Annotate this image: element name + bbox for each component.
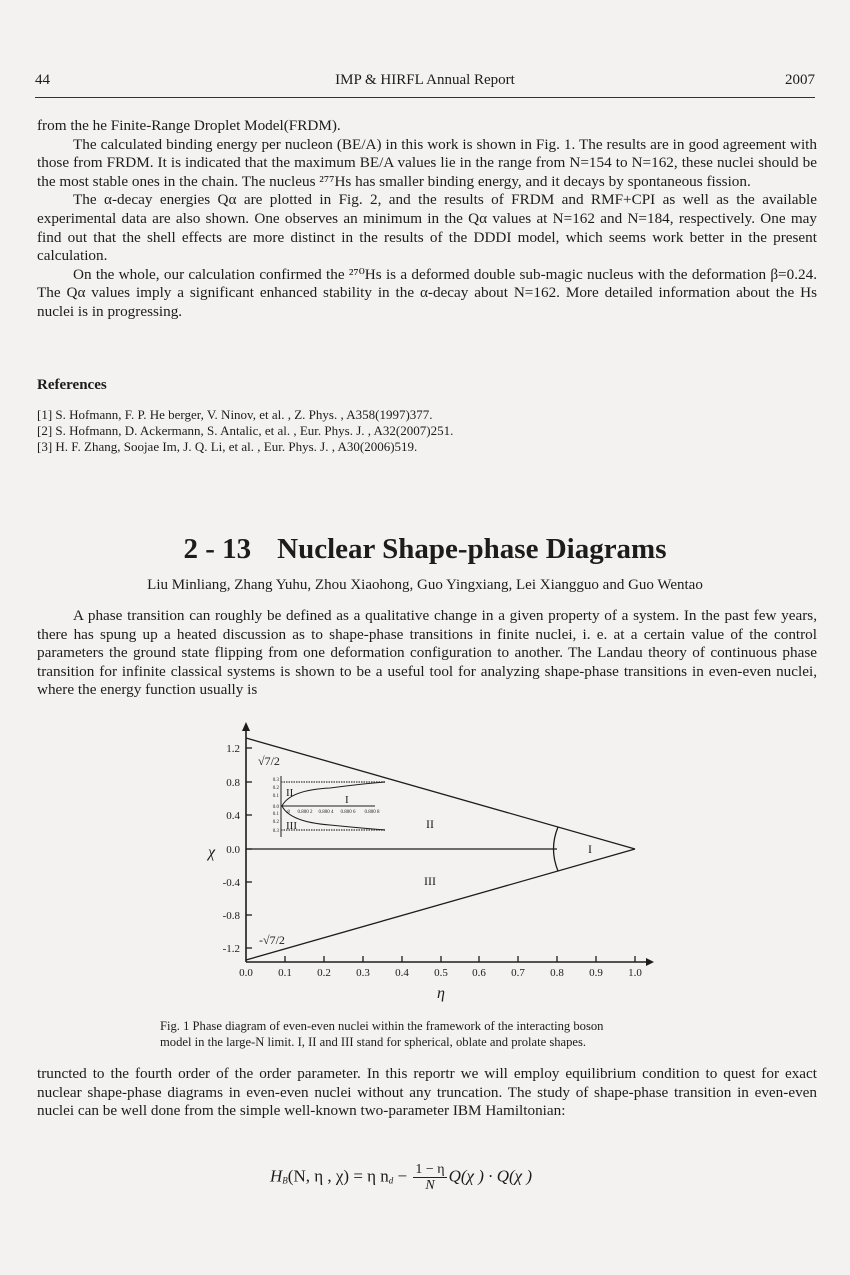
svg-text:0.3: 0.3 [272, 829, 279, 834]
after-figure-text [37, 1065, 817, 1121]
inset-label-I: I [345, 794, 349, 806]
figure-caption: Fig. 1 Phase diagram of even-even nuclei within the framework of the interacting boson model in the large-N limit. I, II and III stand for spherical, oblate and prolate shapes. [160, 1019, 604, 1049]
svg-text:0.4: 0.4 [226, 810, 240, 822]
svg-text:0.800 4: 0.800 4 [318, 810, 334, 815]
authors: Liu Minliang, Zhang Yuhu, Zhou Xiaohong, Guo Yingxiang, Lei Xiangguo and Guo Wentao [147, 577, 703, 593]
references-list [37, 407, 453, 455]
y-axis-arrow-icon [242, 722, 250, 731]
svg-text:0.2: 0.2 [272, 786, 279, 791]
journal-title: IMP & HIRFL Annual Report [335, 72, 515, 88]
svg-text:-0.8: -0.8 [222, 910, 240, 922]
svg-text:0.800 6: 0.800 6 [340, 810, 356, 815]
svg-text:0.5: 0.5 [434, 967, 448, 979]
svg-text:0.3: 0.3 [356, 967, 370, 979]
annotation-minus-sqrt7-over-2: -√7/2 [259, 933, 285, 947]
x-axis-label: η [437, 985, 445, 1002]
previous-section-text [37, 117, 817, 322]
report-year: 2007 [785, 72, 815, 88]
y-tick-labels [223, 743, 241, 955]
lower-boundary-line [246, 849, 635, 960]
references-heading: References [37, 377, 107, 393]
section-title-text: Nuclear Shape-phase Diagrams [277, 533, 667, 565]
svg-text:0.0: 0.0 [272, 805, 279, 810]
upper-boundary-line [246, 738, 635, 849]
reference-item: [2] S. Hofmann, D. Ackermann, S. Antalic, et al. , Eur. Phys. J. , A32(2007)251. [37, 423, 454, 438]
x-tick-labels [239, 967, 642, 979]
region-label-II: II [426, 817, 434, 831]
svg-text:0.0: 0.0 [226, 844, 240, 856]
inset-plot [273, 776, 385, 837]
reference-item: [1] S. Hofmann, F. P. He berger, V. Ninov, et al. , Z. Phys. , A358(1997)377. [37, 407, 433, 422]
region-label-III: III [424, 874, 436, 888]
section-title [0, 533, 850, 566]
svg-text:1.2: 1.2 [226, 743, 240, 755]
section-number: 2 - 13 [183, 533, 252, 565]
svg-text:0.9: 0.9 [589, 967, 603, 979]
svg-text:0.1: 0.1 [272, 812, 279, 817]
svg-text:0.2: 0.2 [272, 820, 279, 825]
paragraph: A phase transition can roughly be defined as a qualitative change in a given property of a system. In the past few years, there has spung up a heated discussion as to shape-phase transitions in finite nuclei, i. e. at a certain value of the control parameters the ground state flipping from one deformation configuration to another. The Landau theory of continuous phase transition for infinite classical systems is shown to be a useful tool for analyzing shape-phase transitions in even-even nuclei, where the energy function usually is [37, 607, 817, 699]
hamiltonian-formula: $H_B(N$, η , χ) = η $n_d$ − $\frac{1 - \eta}{N}$ Q(χ ) · Q(χ ) [270, 1162, 533, 1193]
x-axis-arrow-icon [646, 958, 654, 966]
svg-text:0.1: 0.1 [272, 794, 279, 799]
paragraph: On the whole, our calculation confirmed the ²⁷⁰Hs is a deformed double sub-magic nucleus with the deformation β=0.24. The Qα values imply a significant enhanced stability in the α-decay about N=162. More detailed information about the Hs nuclei is in progressing. [37, 265, 817, 320]
svg-text:-1.2: -1.2 [222, 943, 240, 955]
svg-text:0.8: 0.8 [550, 967, 564, 979]
svg-text:0.8: 0.8 [226, 777, 240, 789]
svg-text:0.0: 0.0 [239, 967, 253, 979]
paragraph: The α-decay energies Qα are plotted in Fig. 2, and the results of FRDM and RMF+CPI as well as the available experimental data are also shown. One observes an minimum in the Qα values at N=162 and N=184, respectively. One may find out that the shell effects are more distinct in the results of the DDDI model, which seems work better in the present calculation. [37, 191, 817, 265]
fraction: $\frac{1 - \eta}{N}$ [415, 1162, 445, 1193]
svg-text:0.4: 0.4 [395, 967, 409, 979]
page-number: 44 [35, 72, 50, 88]
y-axis-label: χ [208, 844, 216, 861]
svg-text:0.6: 0.6 [472, 967, 486, 979]
svg-text:1.0: 1.0 [628, 967, 642, 979]
paragraph: truncted to the fourth order of the order parameter. In this reportr we will employ equilibrium condition to quest for exact nuclear shape-phase diagrams in even-even nuclei without any truncation. The study of shape-phase transition in even-even nuclei can be well done from the simple well-known two-parameter IBM Hamiltonian: [37, 1065, 817, 1120]
svg-text:-0.4: -0.4 [222, 877, 240, 889]
page-header [35, 72, 815, 94]
phase-diagram-figure [190, 718, 660, 1008]
annotation-sqrt7-over-2: √7/2 [258, 754, 280, 768]
inset-label-III: III [286, 820, 297, 832]
svg-text:0.1: 0.1 [278, 967, 292, 979]
svg-text:0.7: 0.7 [511, 967, 525, 979]
y-ticks [246, 748, 252, 948]
paragraph: The calculated binding energy per nucleon (BE/A) in this work is shown in Fig. 1. The results are in good agreement with those from FRDM. It is indicated that the maximum BE/A values lie in the range from N=154 to N=162, these nuclei should be the most stable ones in the chain. The nucleus ²⁷⁷Hs has smaller binding energy, and it decays by spontaneous fission. [37, 135, 817, 190]
svg-text:0.2: 0.2 [317, 967, 331, 979]
inset-label-II: II [286, 787, 294, 799]
header-rule [35, 97, 815, 98]
svg-text:0.800 8: 0.800 8 [364, 810, 380, 815]
svg-text:.8: .8 [286, 810, 290, 815]
reference-item: [3] H. F. Zhang, Soojae Im, J. Q. Li, et al. , Eur. Phys. J. , A30(2006)519. [37, 439, 418, 454]
svg-text:0.3: 0.3 [272, 778, 279, 783]
svg-text:0.800 2: 0.800 2 [297, 810, 313, 815]
paragraph: from the he Finite-Range Droplet Model(FRDM). [37, 117, 341, 134]
x-ticks [285, 956, 635, 962]
intro-text [37, 607, 817, 700]
region-label-I: I [588, 842, 592, 856]
